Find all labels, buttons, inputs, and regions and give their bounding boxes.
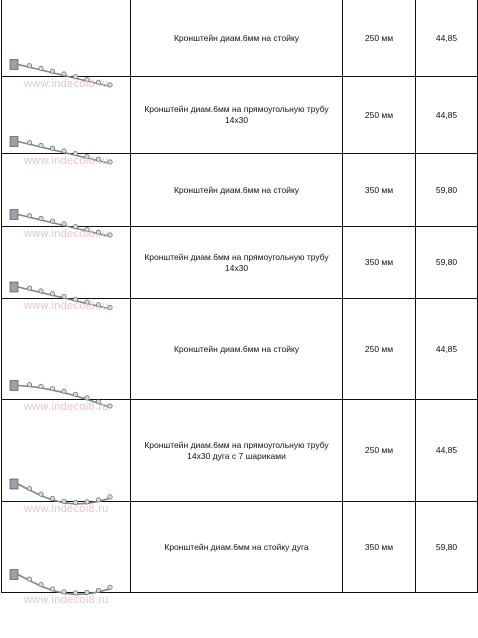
product-image-cell — [2, 77, 131, 167]
watermark-text: www.indecoi8.ru — [24, 227, 109, 240]
bracket-ball — [96, 588, 100, 592]
product-price: 44,85 — [416, 400, 478, 502]
table-row — [2, 400, 478, 502]
product-price: 44,85 — [416, 299, 478, 400]
product-image-cell — [2, 400, 131, 515]
product-price: 44,85 — [416, 0, 478, 77]
product-name: Кронштейн диам.6мм на стойку дуга — [131, 502, 343, 593]
bracket-ball — [27, 577, 31, 581]
bracket-ball — [62, 389, 66, 393]
product-length: 250 мм — [343, 0, 416, 77]
product-price: 59,80 — [416, 502, 478, 593]
bracket-ball — [27, 286, 31, 290]
mounting-plate — [10, 381, 18, 391]
product-name: Кронштейн диам.6мм на прямоугольную трубу 14х30 — [131, 227, 343, 299]
product-name: Кронштейн диам.6мм на прямоугольную трубу 14х30 дуга с 7 шариками — [131, 400, 343, 502]
table-row — [2, 502, 478, 593]
bracket-ball — [27, 141, 31, 145]
watermark-text: www.indecoi8.ru — [24, 593, 109, 606]
bracket-ball — [50, 291, 54, 295]
bracket-ball — [50, 587, 54, 591]
watermark-text: www.indecoi8.ru — [24, 77, 109, 90]
bracket-ball — [39, 143, 43, 147]
table-row — [2, 154, 478, 227]
bracket-ball — [50, 496, 54, 500]
product-price: 59,80 — [416, 154, 478, 227]
bracket-ball — [73, 392, 77, 396]
product-name: Кронштейн диам.6мм на стойку — [131, 154, 343, 227]
bracket-ball — [108, 494, 112, 498]
bracket-ball — [39, 288, 43, 292]
bracket-ball — [39, 66, 43, 70]
mounting-plate — [10, 282, 18, 292]
price-table — [1, 0, 478, 606]
bracket-ball — [39, 216, 43, 220]
table-row — [2, 77, 478, 154]
bracket-ball — [27, 214, 31, 218]
product-name: Кронштейн диам.6мм на прямоугольную трубу 14х30 — [131, 77, 343, 154]
table-row — [2, 227, 478, 299]
watermark-text: www.indecoi8.ru — [24, 400, 109, 413]
watermark-text: www.indecoi8.ru — [24, 299, 109, 312]
product-name: Кронштейн диам.6мм на стойку — [131, 299, 343, 400]
mounting-plate — [10, 570, 18, 580]
bracket-ball — [50, 386, 54, 390]
bracket-ball — [27, 486, 31, 490]
bracket-ball — [39, 491, 43, 495]
product-image-cell — [2, 502, 131, 606]
bracket-ball — [108, 585, 112, 589]
mounting-plate — [10, 137, 18, 147]
product-image-cell — [2, 154, 131, 240]
product-image-cell — [2, 227, 131, 312]
bracket-ball — [39, 582, 43, 586]
table-row — [2, 299, 478, 400]
product-length: 250 мм — [343, 400, 416, 502]
product-length: 250 мм — [343, 299, 416, 400]
bracket-ball — [50, 219, 54, 223]
watermark-text: www.indecoi8.ru — [24, 502, 109, 515]
product-length: 250 мм — [343, 77, 416, 154]
product-price: 59,80 — [416, 227, 478, 299]
bracket-ball — [27, 64, 31, 68]
product-length: 350 мм — [343, 154, 416, 227]
mounting-plate — [10, 479, 18, 489]
bracket-ball — [39, 384, 43, 388]
bracket-ball — [50, 146, 54, 150]
mounting-plate — [10, 60, 18, 70]
bracket-illustration — [2, 547, 130, 638]
product-price: 44,85 — [416, 77, 478, 154]
product-name: Кронштейн диам.6мм на стойку — [131, 0, 343, 77]
product-length: 350 мм — [343, 502, 416, 593]
table-row — [2, 0, 478, 77]
bracket-ball — [27, 383, 31, 387]
product-image-cell — [2, 0, 131, 90]
product-length: 350 мм — [343, 227, 416, 299]
watermark-text: www.indecoi8.ru — [24, 154, 109, 167]
product-image-cell — [2, 299, 131, 413]
mounting-plate — [10, 210, 18, 220]
bracket-ball — [50, 69, 54, 73]
